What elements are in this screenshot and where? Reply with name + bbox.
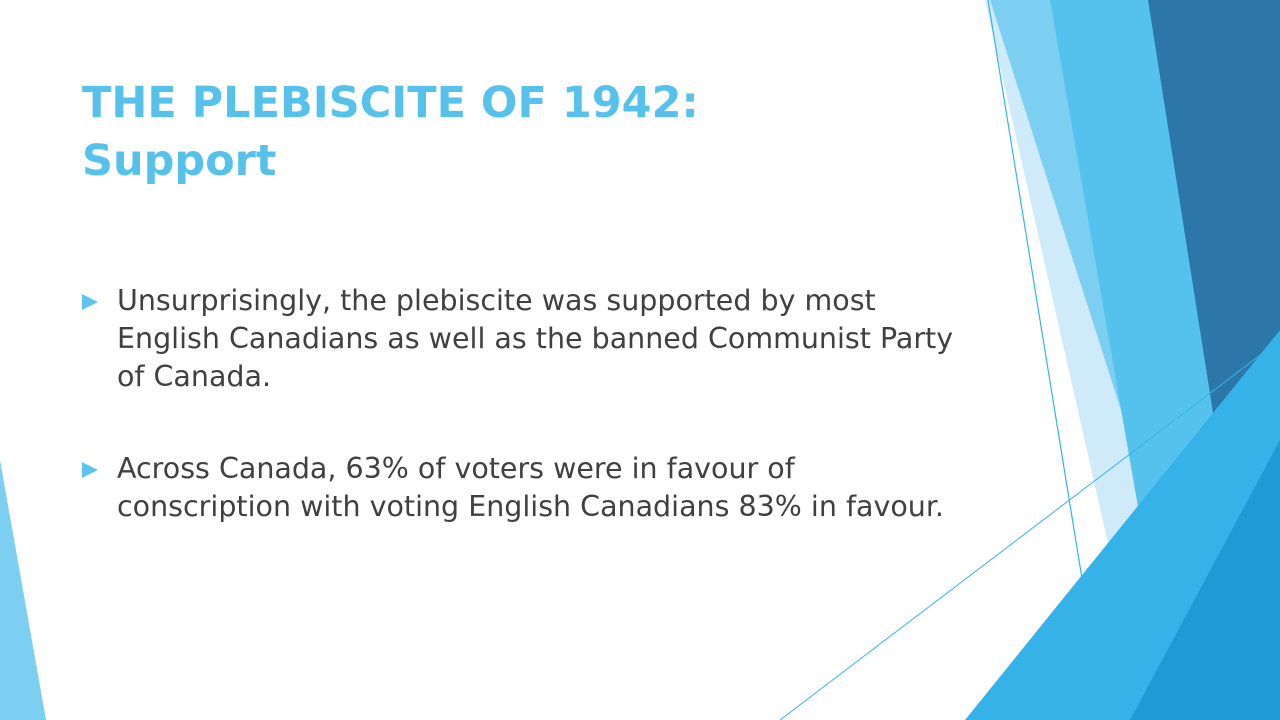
left-edge-facet xyxy=(0,460,46,720)
slide-title xyxy=(82,74,942,190)
bullet-text: Across Canada, 63% of voters were in favour of conscription with voting English Canadians 83% in favour. xyxy=(117,452,944,523)
bullet-list xyxy=(78,282,958,526)
triangle-right-icon xyxy=(81,461,99,479)
title-line-2: Support xyxy=(82,136,277,186)
bullet-item xyxy=(78,450,958,526)
triangle-right-icon xyxy=(81,293,99,311)
bullet-text: Unsurprisingly, the plebiscite was supported by most English Canadians as well as the banned Communist Party of Canada. xyxy=(117,284,954,393)
bullet-item xyxy=(78,282,958,396)
title-line-1: THE PLEBISCITE OF 1942: xyxy=(82,78,699,128)
